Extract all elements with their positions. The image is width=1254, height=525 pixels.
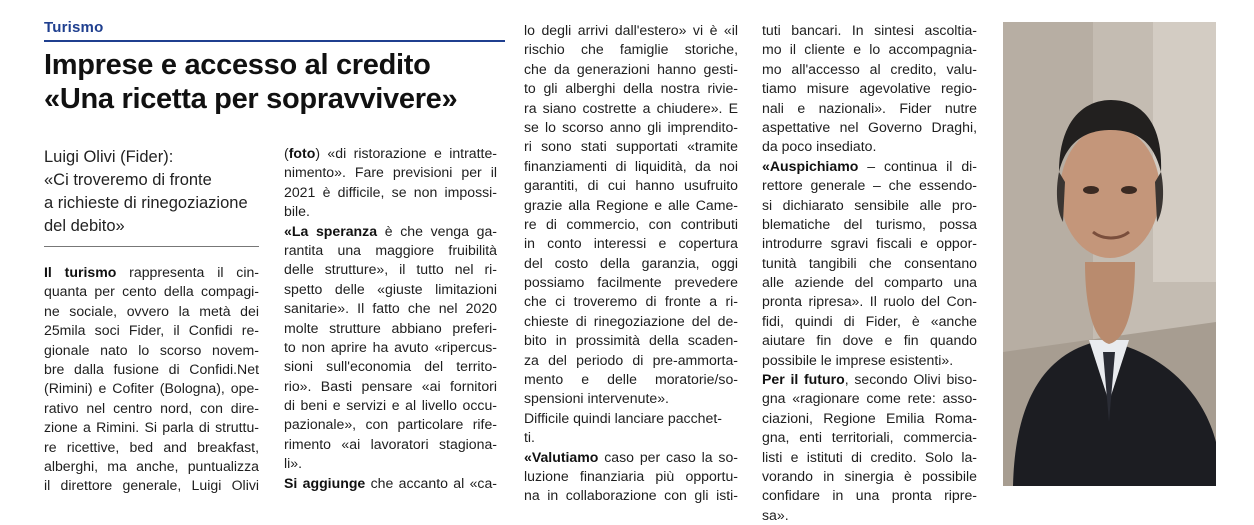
text-run: za del periodo di pre-ammorta- xyxy=(524,351,738,368)
text-run: nimento». Fare previsioni per il xyxy=(284,164,497,181)
text-line xyxy=(524,234,738,253)
text-run: aspettative nel Governo Draghi, xyxy=(762,118,977,135)
text-line xyxy=(762,99,977,118)
text-line xyxy=(524,292,738,311)
bold-run: «La speranza xyxy=(284,222,378,239)
text-run: possiamo facilmente prevedere xyxy=(524,274,738,291)
text-run: possibile le imprese esistenti». xyxy=(762,351,954,368)
section-label: Turismo xyxy=(44,19,104,36)
text-line xyxy=(524,215,738,234)
text-run: tunità tangibili che consentano xyxy=(762,254,977,271)
text-line xyxy=(524,196,738,215)
text-run: che accanto al «ca- xyxy=(365,474,498,491)
text-line xyxy=(44,457,259,476)
text-line xyxy=(762,176,977,195)
text-run: sioni sull'economia del territo- xyxy=(284,358,497,375)
text-line xyxy=(44,438,259,457)
text-run: ) «di ristorazione e intratte- xyxy=(315,145,497,161)
text-line xyxy=(284,357,497,376)
text-line xyxy=(524,389,738,408)
section-rule xyxy=(44,40,505,42)
article-column-3 xyxy=(524,21,738,506)
text-run: fidi, quindi di Fider, è «anche xyxy=(762,312,977,329)
text-line xyxy=(524,254,738,273)
text-run: chieste di rinegoziazione del de- xyxy=(524,312,738,329)
subhead-line: «Ci troveremo di fronte xyxy=(44,171,212,189)
text-run: 2021 è difficile, se non impossi- xyxy=(284,183,497,200)
text-run: na in collaborazione con gli isti- xyxy=(524,487,738,504)
text-line xyxy=(284,396,497,415)
text-run: rischio che famiglie storiche, xyxy=(524,41,738,58)
text-line xyxy=(524,448,738,467)
text-run: è che venga ga- xyxy=(377,222,497,239)
text-run: – continua il di- xyxy=(858,157,977,174)
subhead-line: Luigi Olivi (Fider): xyxy=(44,148,174,166)
text-line xyxy=(284,183,497,202)
text-run: spensioni intervenute». xyxy=(524,390,669,407)
text-line xyxy=(762,389,977,408)
text-run: listi e istituti di credito. Solo la- xyxy=(762,448,977,465)
text-run: re di commercio, con contributi xyxy=(524,215,738,232)
portrait-photo-icon xyxy=(1003,22,1216,486)
text-line xyxy=(284,241,497,260)
text-run: tiamo misure agevolative regio- xyxy=(762,80,977,97)
text-line xyxy=(762,196,977,215)
text-line xyxy=(762,292,977,311)
text-run: rappresenta il cin- xyxy=(116,264,259,280)
text-line xyxy=(762,60,977,79)
text-line xyxy=(524,157,738,176)
text-line xyxy=(284,280,497,299)
subhead xyxy=(44,146,259,238)
bold-run: «Auspichiamo xyxy=(762,157,859,174)
text-run: to non aprire ha avuto «ripercus- xyxy=(284,338,497,355)
text-run: luzione finanziaria più opportu- xyxy=(524,467,738,484)
portrait-photo xyxy=(1003,22,1216,486)
subhead-rule xyxy=(44,246,259,247)
subhead-line: del debito» xyxy=(44,217,125,235)
headline xyxy=(44,48,514,116)
text-line xyxy=(762,428,977,447)
text-line xyxy=(524,40,738,59)
text-line xyxy=(284,377,497,396)
text-line xyxy=(284,415,497,434)
text-run: re ricettive, bed and breakfast, xyxy=(44,438,259,455)
text-line xyxy=(284,144,497,163)
text-run: to gli alberghi della nostra rivie- xyxy=(524,80,738,97)
text-line xyxy=(284,454,497,473)
article-column-4 xyxy=(762,21,977,525)
bold-run: Si aggiunge xyxy=(284,474,366,491)
text-line xyxy=(762,254,977,273)
text-run: rimento «ai lavoratori stagiona- xyxy=(284,435,497,452)
text-line xyxy=(524,273,738,292)
text-line xyxy=(44,476,259,495)
text-line xyxy=(44,379,259,398)
text-line xyxy=(44,263,259,282)
text-line xyxy=(524,331,738,350)
text-run: nali e nazionali». Fider nutre xyxy=(762,99,977,116)
article-column-1 xyxy=(44,263,259,496)
text-run: pazionale», con particolare rife- xyxy=(284,416,497,433)
text-line xyxy=(284,260,497,279)
subhead-line: a richieste di rinegoziazione xyxy=(44,194,248,212)
text-run: ( xyxy=(284,145,289,161)
text-line xyxy=(762,467,977,486)
text-line xyxy=(44,399,259,418)
text-run: mo all'accesso al credito, valu- xyxy=(762,60,977,77)
text-run: rantita una maggiore fruibilità xyxy=(284,241,497,258)
text-run: da poco insediato. xyxy=(762,138,877,155)
text-line xyxy=(762,79,977,98)
text-line xyxy=(284,222,497,241)
text-line xyxy=(44,282,259,301)
bold-run: Per il futuro xyxy=(762,371,845,388)
text-run: in conto interessi e copertura xyxy=(524,235,738,252)
text-run: che da generazioni hanno gesti- xyxy=(524,60,738,77)
text-line xyxy=(762,40,977,59)
text-run: zione a Rimini. Si parla di struttu- xyxy=(44,419,259,436)
text-run: ra siano costrette a chiudere». E xyxy=(524,99,738,116)
text-line xyxy=(284,202,497,221)
text-line xyxy=(762,370,977,389)
text-line xyxy=(762,157,977,176)
text-line xyxy=(762,409,977,428)
text-line xyxy=(524,370,738,389)
text-line xyxy=(524,99,738,118)
text-run: se lo scorso anno gli imprendito- xyxy=(524,118,738,135)
text-line xyxy=(44,302,259,321)
text-line xyxy=(284,299,497,318)
text-run: bile. xyxy=(284,203,310,220)
bold-run: «Valutiamo xyxy=(524,448,599,465)
text-run: grazie alla Regione e alle Came- xyxy=(524,196,738,213)
text-run: gionale nato lo scorso novem- xyxy=(44,341,259,358)
text-run: che ci troveremo di fronte a ri- xyxy=(524,293,738,310)
text-line xyxy=(44,418,259,437)
text-line xyxy=(44,341,259,360)
text-line xyxy=(762,215,977,234)
text-run: sa». xyxy=(762,506,789,523)
text-line xyxy=(284,319,497,338)
text-run: di beni e servizi e al livello occu- xyxy=(284,397,497,414)
text-run: gna, enti territoriali, commercia- xyxy=(762,429,977,446)
text-run: quanta per cento della compagi- xyxy=(44,283,259,300)
text-line xyxy=(284,338,497,357)
text-line xyxy=(524,428,738,447)
text-line xyxy=(762,448,977,467)
text-run: ri sono stati supportati «tramite xyxy=(524,138,738,155)
text-line xyxy=(524,409,738,428)
text-run: caso per caso la so- xyxy=(598,448,738,465)
text-run: rettore generale – che essendo- xyxy=(762,177,977,194)
text-run: alberghi, ma anche, puntualizza xyxy=(44,457,259,474)
text-line xyxy=(762,137,977,156)
text-line xyxy=(762,118,977,137)
text-line xyxy=(762,234,977,253)
text-run: ciazioni, Regione Emilia Roma- xyxy=(762,409,977,426)
text-line xyxy=(284,474,497,493)
text-run: delle strutture», il tutto nel ri- xyxy=(284,261,497,278)
text-line xyxy=(762,273,977,292)
text-line xyxy=(524,79,738,98)
text-line xyxy=(524,312,738,331)
text-run: (Rimini) e Cofiter (Bologna), ope- xyxy=(44,380,259,397)
headline-line-1: Imprese e accesso al credito xyxy=(44,49,431,81)
text-line xyxy=(524,176,738,195)
text-line xyxy=(524,486,738,505)
bold-run: foto xyxy=(288,145,316,161)
text-run: bito in prossimità della scaden- xyxy=(524,332,738,349)
text-run: rativo nel centro nord, con dire- xyxy=(44,399,259,416)
text-run: il direttore generale, Luigi Olivi xyxy=(44,477,259,494)
text-run: confidare in una pronta ripre- xyxy=(762,487,977,504)
text-run: garantiti, di cui hanno usufruito xyxy=(524,177,738,194)
text-run: , secondo Olivi biso- xyxy=(844,371,977,388)
text-line xyxy=(524,21,738,40)
headline-line-2: «Una ricetta per sopravvivere» xyxy=(44,83,458,115)
text-run: ne sociale, ovvero la metà dei xyxy=(44,302,259,319)
text-run: tuti bancari. In sintesi ascoltia- xyxy=(762,22,977,38)
text-line xyxy=(762,486,977,505)
text-run: sanitarie». Il fatto che nel 2020 xyxy=(284,300,497,317)
text-run: introdurre sgravi fiscali e oppor- xyxy=(762,235,977,252)
text-run: mo il cliente e lo accompagnia- xyxy=(762,41,977,58)
text-run: vorando in sinergia è possibile xyxy=(762,467,977,484)
text-run: li». xyxy=(284,455,303,472)
text-line xyxy=(524,60,738,79)
text-line xyxy=(524,351,738,370)
text-run: bre dalla fusione di Confidi.Net xyxy=(44,360,259,377)
text-line xyxy=(762,312,977,331)
text-line xyxy=(524,118,738,137)
text-run: molte strutture abbiano preferi- xyxy=(284,319,497,336)
article-column-2 xyxy=(284,144,497,493)
text-line xyxy=(762,21,977,40)
text-run: alle aziende del comparto una xyxy=(762,274,977,291)
text-run: finanziamenti di liquidità, da noi xyxy=(524,157,738,174)
text-line xyxy=(44,321,259,340)
text-run: lo degli arrivi dall'estero» vi è «il xyxy=(524,22,738,38)
text-run: ti. xyxy=(524,429,535,446)
text-run: mento e delle moratorie/so- xyxy=(524,371,738,388)
text-run: aiutare fin dove e fin quando xyxy=(762,332,977,349)
text-run: si dichiarato sensibile alle pro- xyxy=(762,196,977,213)
text-line xyxy=(524,137,738,156)
text-line xyxy=(284,163,497,182)
text-line xyxy=(44,360,259,379)
text-run: del costo della garanzia, oggi xyxy=(524,254,738,271)
text-line xyxy=(284,435,497,454)
text-line xyxy=(762,351,977,370)
text-line xyxy=(524,467,738,486)
text-line xyxy=(762,506,977,525)
text-run: 25mila soci Fider, il Confidi re- xyxy=(44,322,259,339)
text-run: spetto delle «giuste limitazioni xyxy=(284,280,497,297)
bold-run: Il turismo xyxy=(44,264,117,280)
text-run: pronta ripresa». Il ruolo del Con- xyxy=(762,293,977,310)
text-run: blematiche del turismo, possa xyxy=(762,215,977,232)
text-line xyxy=(762,331,977,350)
text-run: rio». Basti pensare «ai fornitori xyxy=(284,377,497,394)
text-run: Difficile quindi lanciare pacchet- xyxy=(524,409,722,426)
text-run: gna «ragionare come rete: asso- xyxy=(762,390,977,407)
